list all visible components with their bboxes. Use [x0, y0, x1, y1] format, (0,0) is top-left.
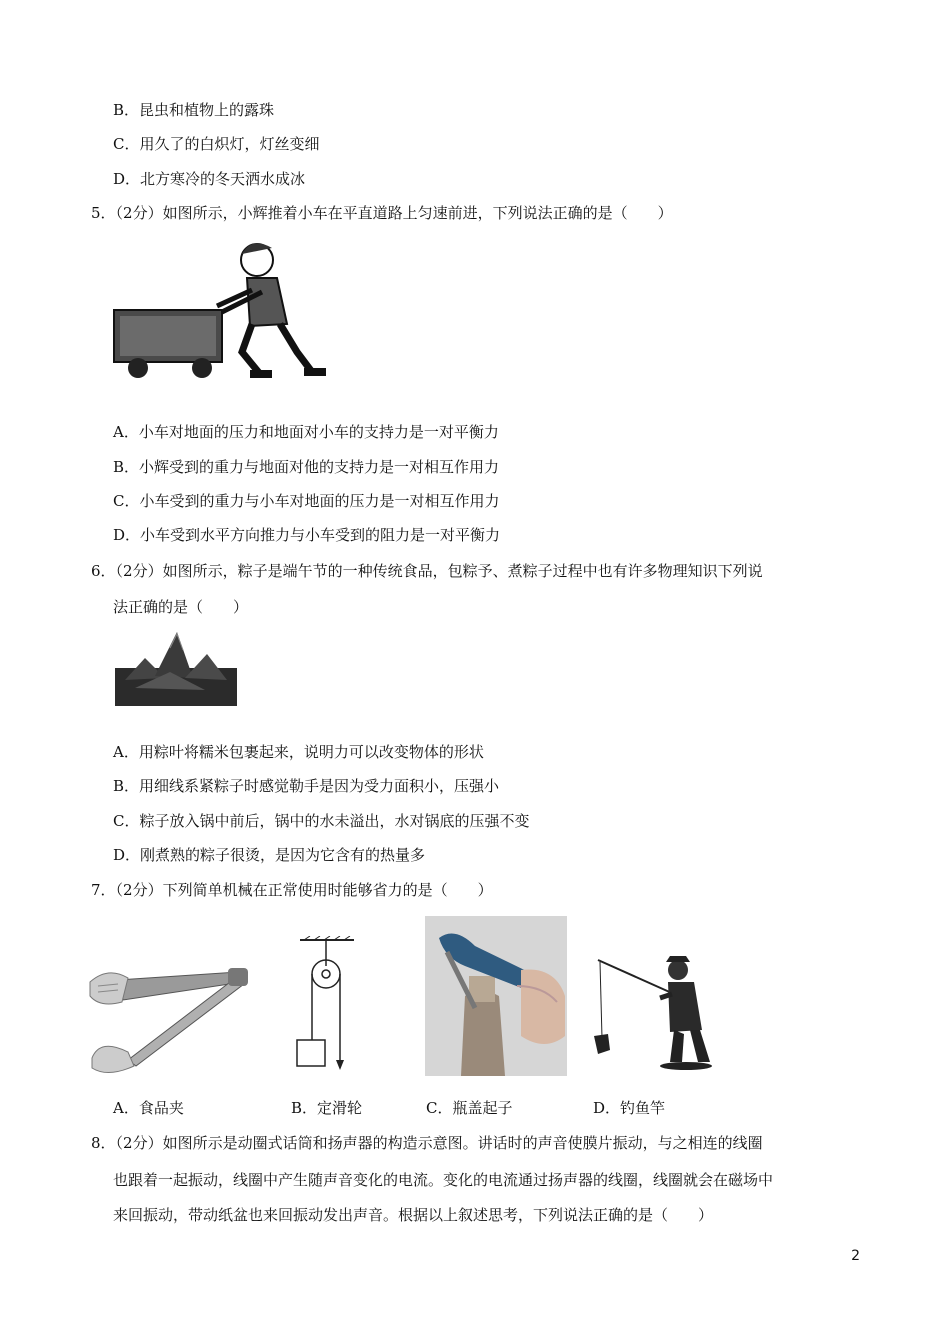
question-8-stem-cont-2: 来回振动，带动纸盆也来回振动发出声音。根据以上叙述思考，下列说法正确的是（ ）: [113, 1206, 714, 1224]
question-7-stem: 7．（2分）下列简单机械在正常使用时能够省力的是（ ）: [91, 881, 493, 899]
question-8-stem: 8．（2分）如图所示是动圈式话筒和扬声器的构造示意图。讲话时的声音使膜片振动，与之相连的线圈: [91, 1134, 763, 1152]
bottle-opener-figure: [425, 916, 567, 1076]
option-c: C．用久了的白炽灯，灯丝变细: [113, 135, 320, 153]
option-c: C．小车受到的重力与小车对地面的压力是一对相互作用力: [113, 492, 500, 510]
question-5-stem: 5．（2分）如图所示，小辉推着小车在平直道路上匀速前进，下列说法正确的是（ ）: [91, 204, 673, 222]
zongzi-figure: [115, 628, 237, 706]
caption-a: A．食品夹: [113, 1099, 184, 1117]
option-a: A．用粽叶将糯米包裹起来，说明力可以改变物体的形状: [113, 743, 484, 761]
question-6-stem-cont: 法正确的是（ ）: [113, 598, 249, 616]
option-b: B．小辉受到的重力与地面对他的支持力是一对相互作用力: [113, 458, 500, 476]
question-6-stem: 6．（2分）如图所示，粽子是端午节的一种传统食品，包粽予、煮粽子过程中也有许多物理知识下列说: [91, 562, 763, 580]
option-b: B．昆虫和植物上的露珠: [113, 101, 275, 119]
fishing-rod-figure: [590, 950, 720, 1074]
option-d: D．北方寒冷的冬天洒水成冰: [113, 170, 306, 188]
option-c: C．粽子放入锅中前后，锅中的水未溢出，水对锅底的压强不变: [113, 812, 530, 830]
caption-d: D．钓鱼竿: [593, 1099, 666, 1117]
option-d: D．小车受到水平方向推力与小车受到的阻力是一对平衡力: [113, 526, 501, 544]
caption-b: B．定滑轮: [291, 1099, 363, 1117]
option-d: D．刚煮熟的粽子很烫，是因为它含有的热量多: [113, 846, 426, 864]
food-tongs-figure: [88, 960, 250, 1080]
caption-c: C．瓶盖起子: [426, 1099, 513, 1117]
option-a: A．小车对地面的压力和地面对小车的支持力是一对平衡力: [113, 423, 499, 441]
question-8-stem-cont-1: 也跟着一起振动，线圈中产生随声音变化的电流。变化的电流通过扬声器的线圈，线圈就会在磁场中: [113, 1171, 774, 1189]
page-number: 2: [851, 1248, 860, 1264]
option-b: B．用细线系紧粽子时感觉勒手是因为受力面积小，压强小: [113, 777, 500, 795]
fixed-pulley-figure: [290, 936, 362, 1076]
boy-pushing-cart-figure: [112, 234, 330, 384]
